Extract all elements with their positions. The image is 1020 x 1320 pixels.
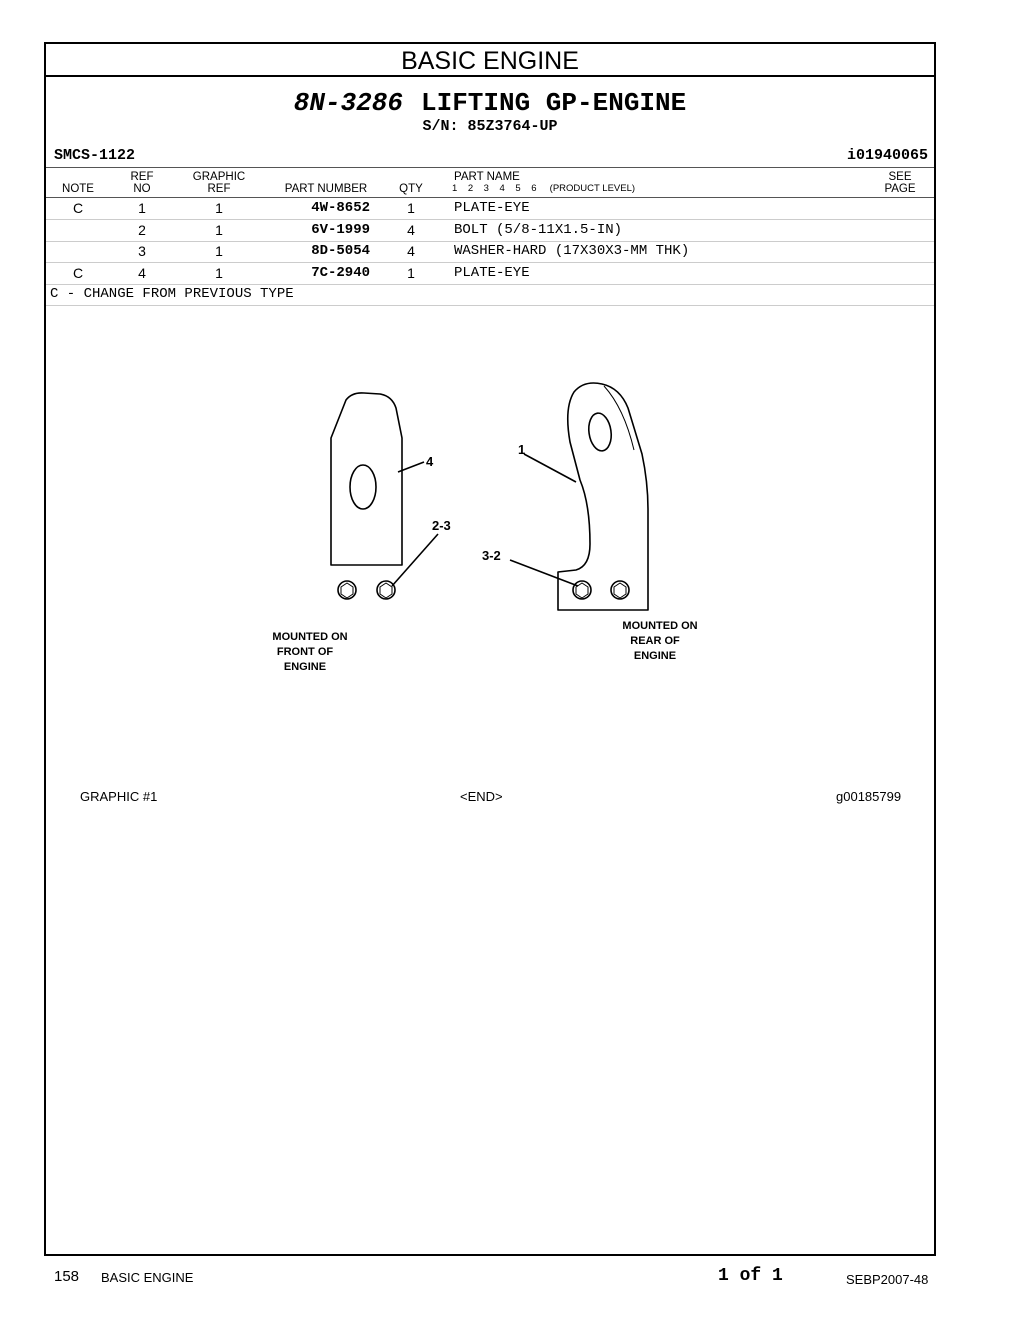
smcs-code: SMCS-1122 xyxy=(54,147,136,164)
left-caption-line-3: ENGINE xyxy=(283,661,327,673)
left-eye-plate xyxy=(331,393,402,565)
col-qty: QTY xyxy=(399,183,423,195)
col-product-level: 1 2 3 4 5 6 (PRODUCT LEVEL) xyxy=(452,183,636,194)
serial-range: S/N: 85Z3764-UP xyxy=(422,118,558,135)
callout-3-2: 3-2 xyxy=(482,548,501,563)
document-id: SEBP2007-48 xyxy=(846,1272,929,1287)
col-part-name: PART NAME xyxy=(454,171,520,183)
callout-4: 4 xyxy=(426,454,434,469)
col-see-page: SEE PAGE xyxy=(884,171,916,195)
graphic-label: GRAPHIC #1 xyxy=(80,789,158,804)
header-rule xyxy=(46,197,934,198)
graphic-id: g00185799 xyxy=(836,789,902,804)
group-heading xyxy=(46,88,934,118)
col-note: NOTE xyxy=(62,183,94,195)
footer-section: BASIC ENGINE xyxy=(101,1270,194,1285)
page-number: 158 xyxy=(54,1268,80,1285)
footnote: C - CHANGE FROM PREVIOUS TYPE xyxy=(50,286,294,302)
parts-illustration xyxy=(46,304,934,784)
left-eye-hole xyxy=(350,465,376,509)
right-caption-line-1: MOUNTED ON xyxy=(622,620,698,632)
col-part-number: PART NUMBER xyxy=(284,183,368,195)
illustration-id: i01940065 xyxy=(846,147,928,164)
table-top-rule xyxy=(46,167,934,168)
right-caption-line-2: REAR OF xyxy=(630,635,680,647)
graphic-end-marker: <END> xyxy=(460,789,503,804)
left-caption-line-1: MOUNTED ON xyxy=(272,631,348,643)
page-frame: BASIC ENGINE 8N-3286 LIFTING GP-ENGINE S/N: 85Z3764-UP SMCS-1122 i01940065 NOTE REF NO GRAPHIC REF PART NUMBER QTY PART NAME 1 2 3 4 5 6 (PRODUCT LEVEL) SEE PAGE C 1 1 4W-8652 1 PLATE-EYE 2 1 6V-1999 4 BOLT (5/8-11X1.5-IN) 3 1 8D-5054 4 WASHER-HARD (17X30X3-MM THK) C 4 1 7C-2940 1 PLATE-EYE C - CHANGE FROM PREVIOUS TYPE 4 2-3 1 3-2 MOUNTED ON FRONT OF ENGINE MOUNTED ON REAR OF ENGINE GRAPHIC #1 <END> g00185799 xyxy=(44,42,936,1256)
left-caption-line-2: FRONT OF xyxy=(276,646,334,658)
group-title: LIFTING GP-ENGINE xyxy=(420,88,687,118)
right-eye-plate xyxy=(558,383,648,610)
col-ref-no: REF NO xyxy=(130,171,154,195)
col-graphic-ref: GRAPHIC REF xyxy=(192,171,246,195)
group-part-number: 8N-3286 xyxy=(293,88,403,118)
right-caption-line-3: ENGINE xyxy=(633,650,677,662)
page-count: 1 of 1 xyxy=(718,1266,783,1286)
callout-1: 1 xyxy=(518,442,526,457)
right-eye-hole xyxy=(586,412,613,453)
section-title: BASIC ENGINE xyxy=(46,44,934,77)
callout-2-3: 2-3 xyxy=(432,518,451,533)
